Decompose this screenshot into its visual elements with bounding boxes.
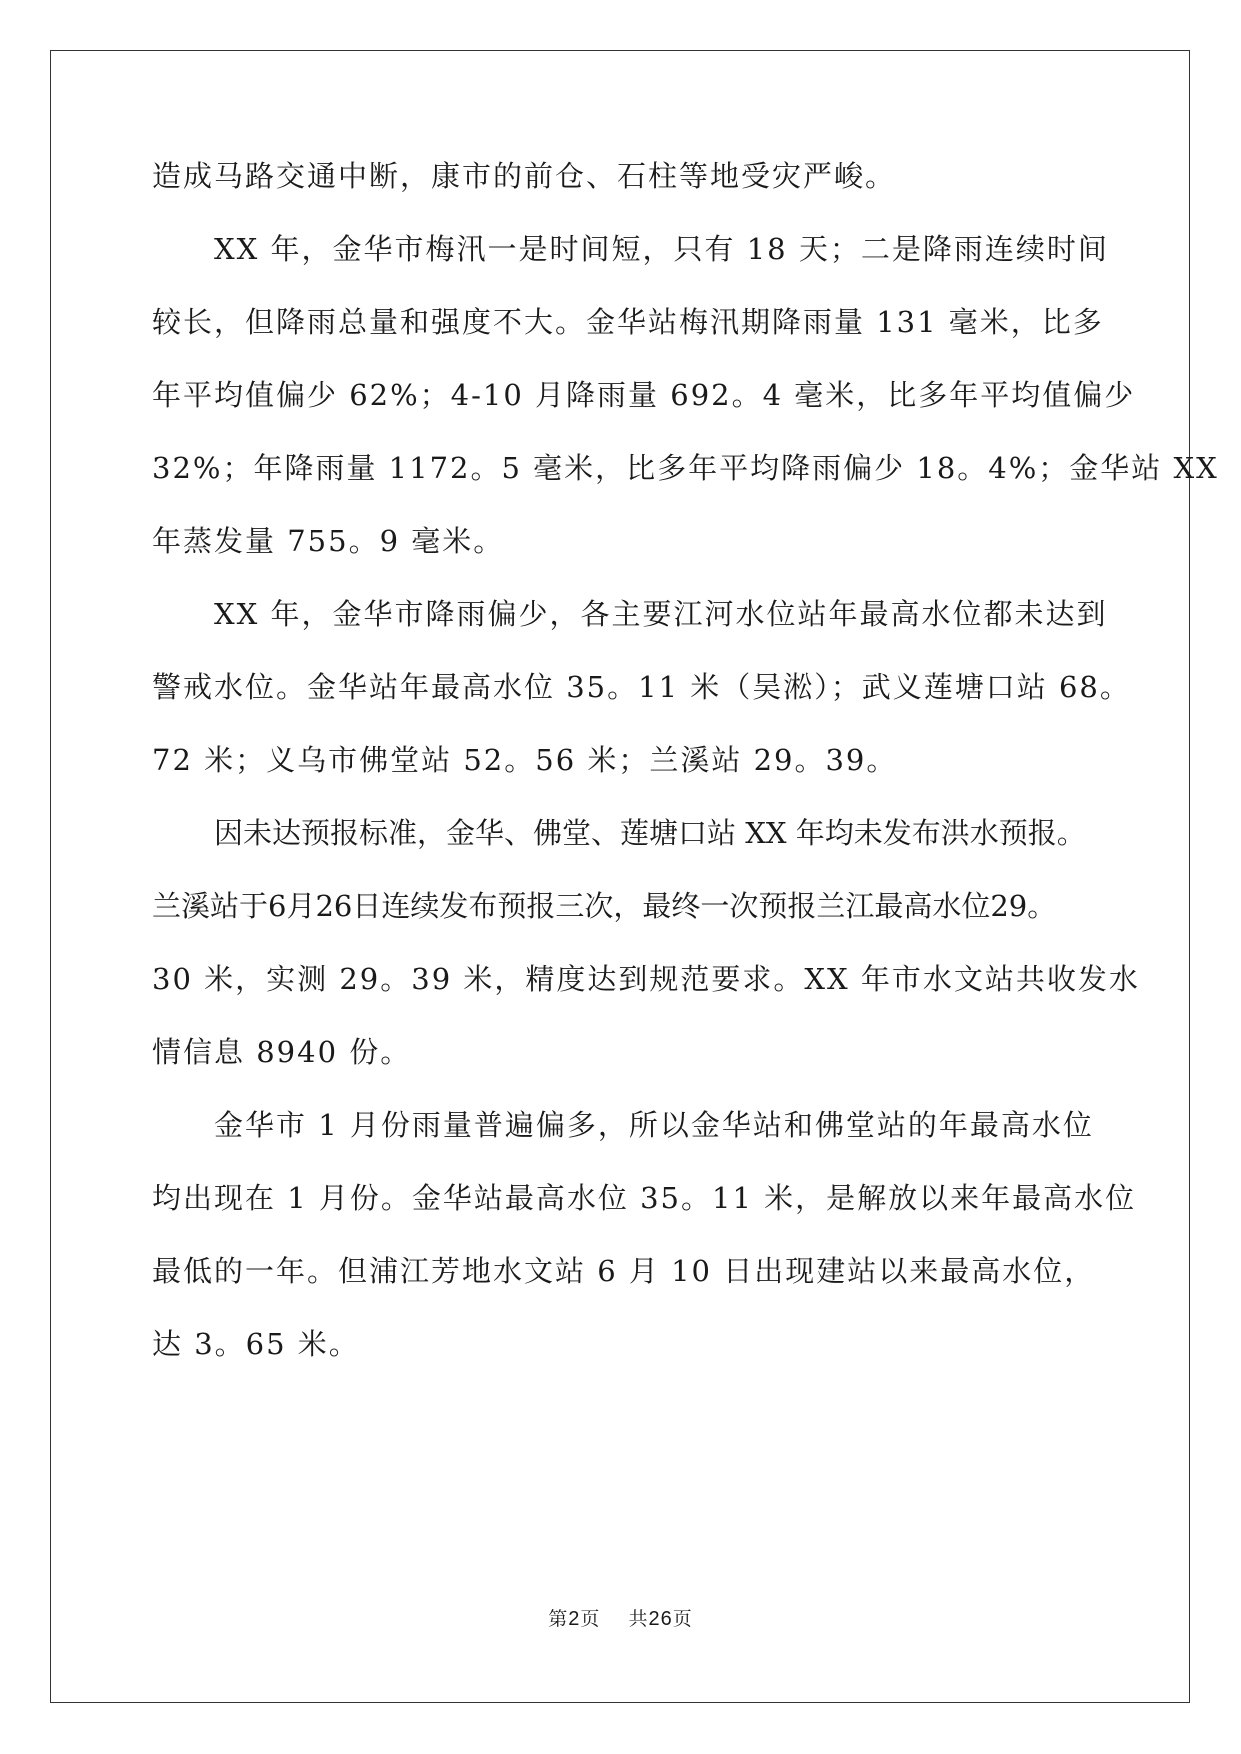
text-line: 较长，但降雨总量和强度不大。金华站梅汛期降雨量 131 毫米，比多 <box>152 305 1104 339</box>
page-footer <box>0 1607 1241 1631</box>
text-line: 情信息 8940 份。 <box>152 1035 412 1069</box>
text-line: 72 米；义乌市佛堂站 52。56 米；兰溪站 29。39。 <box>152 743 898 777</box>
text-line: 警戒水位。金华站年最高水位 35。11 米（吴淞）；武义莲塘口站 68。 <box>152 670 1131 704</box>
page-suffix: 页 <box>580 1608 601 1630</box>
total-prefix: 共 <box>628 1608 649 1630</box>
page-border <box>50 50 1190 1703</box>
text-line: 达 3。65 米。 <box>152 1327 360 1361</box>
text-line: 32%；年降雨量 1172。5 毫米，比多年平均降雨偏少 18。4%；金华站 XX <box>152 451 1219 485</box>
text-line: 兰溪站于6月26日连续发布预报三次，最终一次预报兰江最高水位29。 <box>152 889 1057 923</box>
text-line: 30 米，实测 29。39 米，精度达到规范要求。XX 年市水文站共收发水 <box>152 962 1140 996</box>
paragraph-start-line: 因未达预报标准，金华、佛堂、莲塘口站 XX 年均未发布洪水预报。 <box>214 816 1086 850</box>
page-prefix: 第 <box>548 1608 569 1630</box>
text-line: 最低的一年。但浦江芳地水文站 6 月 10 日出现建站以来最高水位， <box>152 1254 1096 1288</box>
page-number: 2 <box>568 1608 581 1630</box>
paragraph-start-line: XX 年，金华市降雨偏少，各主要江河水位站年最高水位都未达到 <box>214 597 1108 631</box>
total-pages: 26 <box>648 1608 673 1630</box>
text-line: 年蒸发量 755。9 毫米。 <box>152 524 505 558</box>
total-suffix: 页 <box>672 1608 693 1630</box>
paragraph-start-line: XX 年，金华市梅汛一是时间短，只有 18 天；二是降雨连续时间 <box>214 232 1109 266</box>
text-line: 均出现在 1 月份。金华站最高水位 35。11 米，是解放以来年最高水位 <box>152 1181 1137 1215</box>
text-line: 造成马路交通中断，康市的前仓、石柱等地受灾严峻。 <box>152 159 897 193</box>
text-line: 年平均值偏少 62%；4-10 月降雨量 692。4 毫米，比多年平均值偏少 <box>152 378 1136 412</box>
paragraph-start-line: 金华市 1 月份雨量普遍偏多，所以金华站和佛堂站的年最高水位 <box>214 1108 1094 1142</box>
